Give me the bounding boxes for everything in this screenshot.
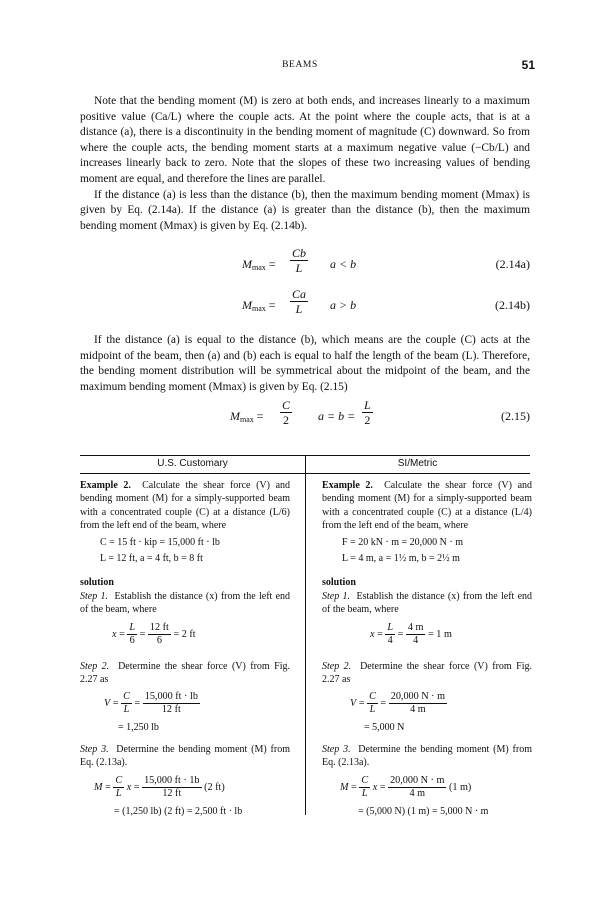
- si-given-1: F = 20 kN · m = 20,000 N · m: [342, 536, 464, 548]
- us-step2-label: Step 2.: [80, 660, 110, 672]
- si-solution-label: solution: [322, 577, 356, 589]
- us-step1-label: Step 1.: [80, 590, 108, 602]
- us-step1-text: Establish the distance (x) from the left end of the beam, where: [80, 590, 291, 616]
- eq-a-denominator: L: [295, 261, 303, 275]
- us-given-1: C = 15 ft · kip = 15,000 ft · lb: [100, 536, 220, 548]
- si-step3-text: Determine the bending moment (M) from Eq. (2.13a).: [322, 743, 532, 769]
- us-example-column: [80, 479, 290, 818]
- si-v-equation: V = $\frac{C}{L}$ = $\frac{20,000 N \cdot m}{4 m}$: [350, 691, 446, 716]
- intro-text: [80, 94, 530, 234]
- eq-c-label: (2.15): [501, 409, 530, 423]
- si-m-result: = (5,000 N) (1 m) = 5,000 N · m: [358, 805, 489, 817]
- paragraph-2: [80, 333, 530, 395]
- si-step1-label: Step 1.: [322, 590, 350, 602]
- page-number: 51: [521, 58, 535, 72]
- us-example-label: Example 2.: [80, 480, 131, 491]
- eq-a-condition: a < b: [330, 257, 357, 271]
- equation-2-15: $M_{max}$ = $\frac{C}{2}$ a = b = $\frac{L}{2}$ (2.15): [230, 398, 530, 427]
- equation-2-14a: $M_{max}$ = $\frac{Cb}{L}$ a < b (2.14a): [242, 246, 530, 275]
- si-step3-label: Step 3.: [322, 743, 351, 755]
- equation-2-14b: $M_{max}$ = $\frac{Ca}{L}$ a > b (2.14b): [242, 287, 530, 316]
- us-given-2: L = 12 ft, a = 4 ft, b = 8 ft: [100, 553, 203, 565]
- column-header-si: SI/Metric: [397, 458, 438, 469]
- paragraph-2-text: If the distance (a) is equal to the distance (b), which means are the couple (C) acts at the midpoint of the beam, then (a) and (b) each is equal to half the length of the beam (L). Therefore, the bending moment distribution will be symmetrical about the midpoint of the beam, and the maximum bending moment (Mmax) is given by Eq. (2.15): [80, 334, 530, 393]
- eq-b-condition: a > b: [330, 298, 357, 312]
- si-v-result: = 5,000 N: [364, 722, 405, 734]
- eq-b-numerator: Ca: [292, 287, 307, 301]
- table-column-divider: [305, 455, 306, 815]
- us-x-equation: x = $\frac{L}{6}$ = $\frac{12 ft}{6}$ = 2 ft: [112, 621, 196, 646]
- si-given-2: L = 4 m, a = 1½ m, b = 2½ m: [342, 553, 460, 565]
- eq-b-denominator: L: [295, 302, 303, 316]
- intro-paragraph-2: If the distance (a) is less than the distance (b), then the maximum bending moment (Mmax) is given by Eq. (2.14a). If the distance (a) is greater than the distance (b), then the maximum bending moment (Mmax) is given by Eq. (2.14b).: [80, 188, 530, 232]
- si-x-equation: x = $\frac{L}{4}$ = $\frac{4 m}{4}$ = 1 m: [370, 621, 452, 646]
- si-step1-text: Establish the distance (x) from the left end of the beam, where: [322, 590, 533, 616]
- si-step2-label: Step 2.: [322, 660, 352, 672]
- us-step2-text: Determine the shear force (V) from Fig. 2.27 as: [80, 660, 291, 686]
- us-step3-text: Determine the bending moment (M) from Eq. (2.13a).: [80, 743, 290, 769]
- si-example-label: Example 2.: [322, 480, 373, 491]
- us-v-equation: V = $\frac{C}{L}$ = $\frac{15,000 ft \cdot lb}{12 ft}$: [104, 691, 198, 716]
- running-header: BEAMS: [282, 60, 318, 70]
- us-step3-label: Step 3.: [80, 743, 109, 755]
- us-example-text: Calculate the shear force (V) and bending moment (M) for a simply-supported beam with a concentrated couple (C) at a distance (L/6) from the left end of the beam, where: [80, 480, 291, 532]
- eq-a-numerator: Cb: [292, 246, 307, 260]
- us-v-result: = 1,250 lb: [118, 722, 159, 734]
- intro-paragraph-1: Note that the bending moment (M) is zero at both ends, and increases linearly to a maximum positive value (Ca/L) where the couple acts. At the point where the couple acts, that is at a distance (a), there is a discontinuity in the bending moment of magnitude (C) downward. So from where the couple acts, the bending moment starts at a maximum negative value (−Cb/L) and increases linearly back to zero. Note that the slopes of these two increasing values of bending moment are equal, and therefore the lines are parallel.: [80, 95, 530, 185]
- us-solution-label: solution: [80, 577, 114, 589]
- si-m-equation: M = $\frac{C}{L}$ x = $\frac{20,000 N \cdot m}{4 m}$ (1 m): [340, 774, 472, 799]
- us-m-equation: M = $\frac{C}{L}$ x = $\frac{15,000 ft \cdot 1b}{12 ft}$ (2 ft): [94, 774, 225, 799]
- eq-b-label: (2.14b): [495, 298, 530, 312]
- si-example-column: [322, 479, 532, 818]
- column-header-us: U.S. Customary: [157, 458, 228, 469]
- us-m-result: = (1,250 lb) (2 ft) = 2,500 ft · lb: [114, 805, 243, 817]
- si-step2-text: Determine the shear force (V) from Fig. 2.27 as: [322, 660, 533, 686]
- si-example-text: Calculate the shear force (V) and bending moment (M) for a simply-supported beam with a concentrated couple (C) at a distance (L/4) from the left end of the beam, where: [322, 480, 533, 532]
- eq-a-label: (2.14a): [495, 257, 530, 271]
